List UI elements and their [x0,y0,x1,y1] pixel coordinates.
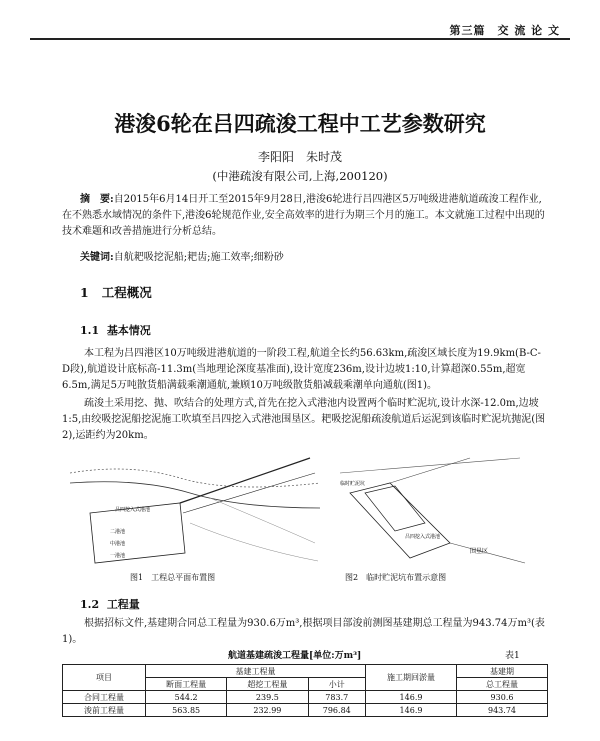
fig1-label-basin-mid: 中港池 [110,541,126,547]
th-sub3: 小计 [308,678,366,691]
keywords-text: 自航耙吸挖泥船;耙齿;施工效率;细粉砂 [113,252,284,263]
table-row [63,704,548,717]
row1-b: 239.5 [227,691,308,704]
figure-1-map [70,453,320,568]
row2-b: 232.99 [227,704,308,717]
row2-d: 146.9 [366,704,457,717]
keywords-label: 关键词: [80,252,114,263]
figure-2-caption: 图2 临时贮泥坑布置示意图 [345,573,447,582]
th-total-a: 基建期 [457,665,548,678]
fig2-label-pit: 临时贮泥坑 [340,481,366,487]
table-1-number: 表1 [505,651,520,661]
row2-e: 943.74 [457,704,548,717]
row1-e: 930.6 [457,691,548,704]
keywords [80,248,284,263]
table-1-caption: 航道基建疏浚工程量[单位:万m³] [228,651,362,661]
table-header-row [63,665,548,678]
section-1-title: 工程概况 [101,285,152,300]
row1-c: 783.7 [308,691,366,704]
abstract-label: 摘 要: [80,194,114,205]
section-1-heading [80,283,152,301]
table-row [63,691,548,704]
section-1-1-number: 1.1 [80,324,100,337]
paper-affiliation: (中港疏浚有限公司,上海,200120) [212,169,388,183]
th-item: 项目 [63,665,146,691]
running-header: 第三篇 交 流 论 文 [449,24,560,37]
row1-name: 合同工程量 [63,691,146,704]
row1-d: 146.9 [366,691,457,704]
section-1-1-title: 基本情况 [106,324,151,337]
th-sub1: 断面工程量 [146,678,227,691]
section-1-1-heading [80,322,151,338]
th-sub2: 超挖工程量 [227,678,308,691]
figure-2-map [330,453,530,568]
section-1-number: 1 [80,285,89,300]
paragraph-1: 本工程为吕四港区10万吨级进港航道的一阶段工程,航道全长约56.63km,疏浚区域长度为19.9km(B-C-D段),航道设计底标高-11.3m(当地理论深度基准面),设计宽度236m,设计边坡1:10,计算超深0.55m,超宽6.5m,满足5万吨散货船满载乘潮通航,兼顾10万吨级散货船减载乘潮单向通航(图1)。 [62,348,541,391]
fig2-label-harbor: 吕四挖入式港池 [405,534,441,540]
paragraph-3: 根据招标文件,基建期合同总工程量为930.6万m³,根据项目部浚前测图基建期总工程量为943.74万m³(表1)。 [62,618,545,645]
th-total-b: 总工程量 [457,678,548,691]
quantities-table [62,664,548,717]
th-group: 基建工程量 [146,665,366,678]
row2-name: 浚前工程量 [63,704,146,717]
paragraph-2: 疏浚土采用挖、抛、吹结合的处理方式,首先在挖入式港池内设置两个临时贮泥坑,设计水深-12.0m,边坡1:5,由绞吸挖泥船挖泥施工吹填至吕四挖入式港池围垦区。耙吸挖泥船疏浚航道后运泥到该临时贮泥坑抛泥(图2),运距约为20km。 [62,398,546,441]
paper-authors: 李阳阳 朱时茂 [257,150,342,164]
paper-title: 港浚6轮在吕四疏浚工程中工艺参数研究 [114,111,486,136]
row1-a: 544.2 [146,691,227,704]
abstract-text: 自2015年6月14日开工至2015年9月28日,港浚6轮进行吕四港区5万吨级进港航道疏浚工程作业,在不熟悉水域情况的条件下,港浚6轮规范作业,安全高效率的进行为期三个月的施工。本文就施工过程中出现的技术难题和改善措施进行分析总结。 [62,194,545,237]
fig1-label-basin2: 二港池 [110,529,126,535]
section-1-2-title: 工程量 [106,598,140,611]
section-1-2-number: 1.2 [80,598,100,611]
th-siltation: 施工期回淤量 [366,665,457,691]
section-1-2-heading [80,596,140,612]
row2-a: 563.85 [146,704,227,717]
fig1-label-harbor: 吕四挖入式港池 [115,507,151,513]
header-rule [30,38,570,40]
fig2-label-reclaim: 围垦区 [470,548,489,555]
figure-1-caption: 图1 工程总平面布置图 [130,573,216,582]
abstract [62,192,548,240]
fig1-label-basin1: 一港池 [110,553,126,559]
row2-c: 796.84 [308,704,366,717]
